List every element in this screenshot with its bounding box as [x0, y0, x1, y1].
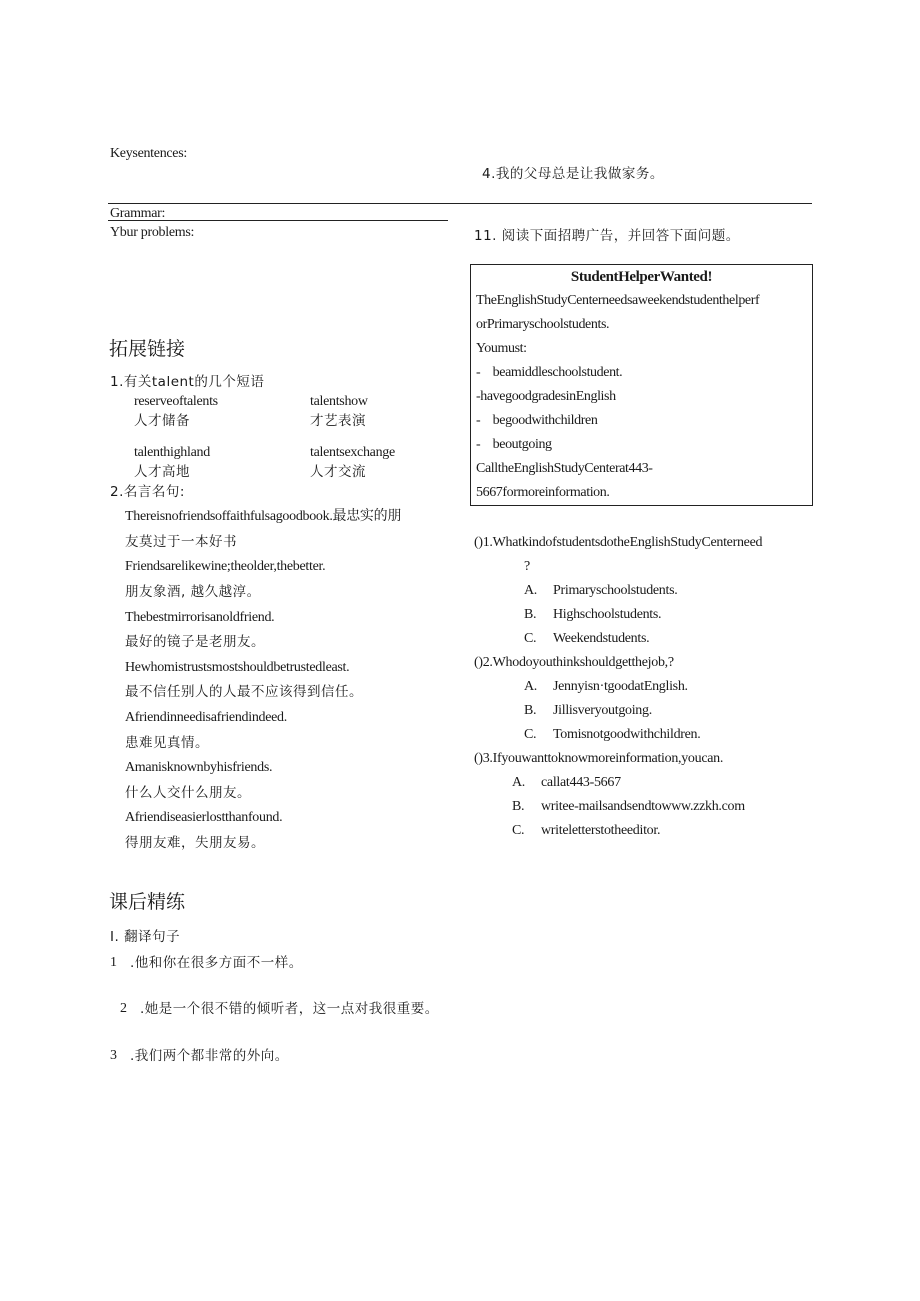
ad-line: - begoodwithchildren	[476, 413, 598, 428]
option-label: A.	[524, 583, 538, 598]
option-label: B.	[512, 799, 525, 814]
phrase-cn-1: 人才储备	[134, 413, 190, 429]
option-label: A.	[524, 679, 538, 694]
divider-long	[108, 203, 812, 204]
option-text: Highschoolstudents.	[553, 607, 662, 622]
option-label: C.	[524, 727, 537, 742]
ad-line: orPrimaryschoolstudents.	[476, 317, 610, 332]
sentence-4: 4.我的父母总是让我做家务。	[482, 166, 664, 182]
ad-line: -havegoodgradesinEnglish	[476, 389, 616, 404]
quote-line: 最不信任别人的人最不应该得到信任。	[125, 684, 363, 700]
phrase-en-4: talentsexchange	[310, 445, 395, 460]
quote-line: 什么人交什么朋友。	[125, 785, 251, 801]
option-text: writeletterstotheeditor.	[541, 823, 661, 838]
quote-line: 朋友象酒, 越久越淳。	[125, 584, 261, 600]
option-label: C.	[524, 631, 537, 646]
quote-line: 得朋友难，失朋友易。	[125, 835, 265, 851]
phrases-heading: 1.有关talent的几个短语	[110, 374, 265, 390]
option-label: B.	[524, 703, 537, 718]
option-text: Primaryschoolstudents.	[553, 583, 678, 598]
divider-short	[108, 220, 448, 221]
quote-line: 友莫过于一本好书	[125, 534, 237, 550]
translate-text-3: .我们两个都非常的外向。	[130, 1048, 289, 1064]
translate-num-1: 1	[110, 955, 117, 970]
option-label: A.	[512, 775, 526, 790]
quote-line: Afriendinneedisafriendindeed.	[125, 710, 287, 725]
quote-line: 患难见真情。	[125, 735, 209, 751]
phrase-cn-4: 人才交流	[310, 464, 366, 480]
quote-line: Friendsarelikewine;theolder,thebetter.	[125, 559, 326, 574]
ad-line: - beamiddleschoolstudent.	[476, 365, 623, 380]
extension-heading: 拓展链接	[109, 338, 186, 360]
phrase-cn-3: 人才高地	[134, 464, 190, 480]
grammar-label: Grammar:	[110, 206, 166, 221]
job-ad-box	[470, 264, 813, 506]
quote-line: Amanisknownbyhisfriends.	[125, 760, 273, 775]
translate-text-1: .他和你在很多方面不一样。	[130, 955, 303, 971]
option-label: B.	[524, 607, 537, 622]
option-text: Jennyisn·tgoodatEnglish.	[553, 679, 688, 694]
ad-line: TheEnglishStudyCenterneedsaweekendstudenthelperf	[476, 293, 760, 308]
quote-line: 最好的镜子是老朋友。	[125, 634, 265, 650]
ad-line: - beoutgoing	[476, 437, 552, 452]
question-stem-2: ()2.Whodoyouthinkshouldgetthejob,?	[474, 655, 674, 670]
quote-line: Afriendiseasierlostthanfound.	[125, 810, 283, 825]
quotes-heading: 2.名言名句:	[110, 484, 185, 500]
quote-line: Hewhomistrustsmostshouldbetrustedleast.	[125, 660, 350, 675]
question-11: 11. 阅读下面招聘广告，并回答下面问题。	[474, 228, 740, 244]
option-text: callat443-5667	[541, 775, 621, 790]
key-sentences-label: Keysentences:	[110, 146, 187, 161]
ad-line: CalltheEnglishStudyCenterat443-	[476, 461, 653, 476]
option-text: Jillisveryoutgoing.	[553, 703, 652, 718]
question-stem-1-cont: ?	[524, 559, 530, 574]
option-text: writee-mailsandsendtowww.zzkh.com	[541, 799, 745, 814]
question-stem-3: ()3.Ifyouwanttoknowmoreinformation,youcan.	[474, 751, 724, 766]
phrase-en-1: reserveoftalents	[134, 394, 218, 409]
translate-num-3: 3	[110, 1048, 117, 1063]
option-text: Weekendstudents.	[553, 631, 650, 646]
translate-text-2: .她是一个很不错的倾听者，这一点对我很重要。	[140, 1001, 439, 1017]
ad-line: 5667formoreinformation.	[476, 485, 610, 500]
ad-title: StudentHelperWanted!	[570, 269, 713, 285]
option-text: Tomisnotgoodwithchildren.	[553, 727, 701, 742]
translate-num-2: 2	[120, 1001, 127, 1016]
option-label: C.	[512, 823, 525, 838]
phrase-en-2: talentshow	[310, 394, 368, 409]
translate-heading: I. 翻译句子	[110, 929, 181, 945]
phrase-en-3: talenthighland	[134, 445, 210, 460]
your-problems-label: Ybur problems:	[110, 225, 195, 240]
question-stem-1: ()1.WhatkindofstudentsdotheEnglishStudyCenterneed	[474, 535, 763, 550]
practice-heading: 课后精练	[109, 891, 186, 913]
quote-line: Thebestmirrorisanoldfriend.	[125, 610, 275, 625]
ad-line: Youmust:	[476, 341, 527, 356]
phrase-cn-2: 才艺表演	[310, 413, 366, 429]
quote-line: Thereisnofriendsoffaithfulsagoodbook.最忠实的朋	[125, 509, 402, 524]
